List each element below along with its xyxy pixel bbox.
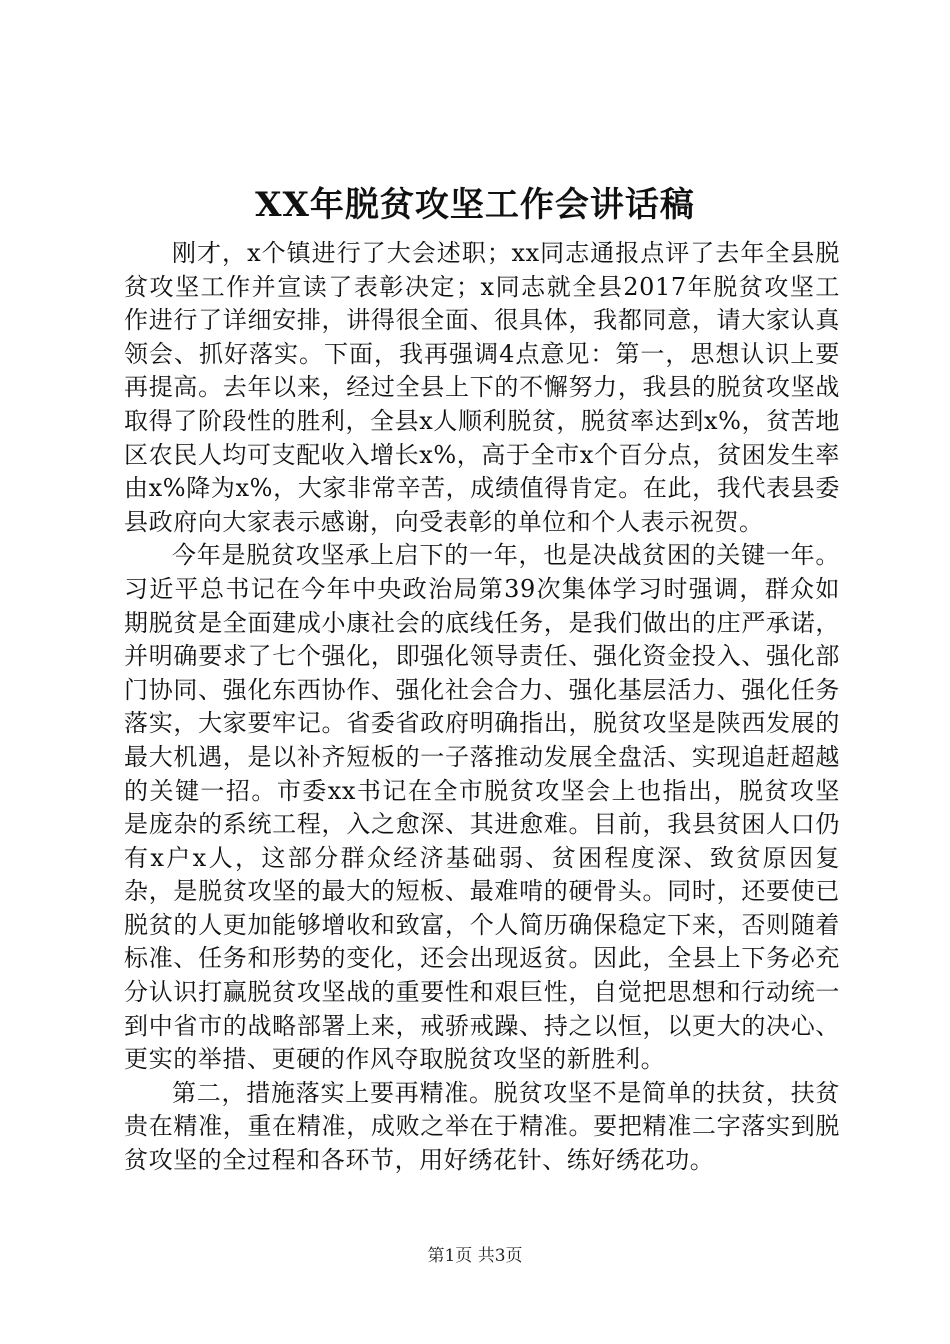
document-title: XX年脱贫攻坚工作会讲话稿 bbox=[255, 185, 695, 225]
page-number-footer: 第1页 共3页 bbox=[427, 1246, 523, 1266]
paragraph-2: 今年是脱贫攻坚承上启下的一年，也是决战贫困的关键一年。习近平总书记在今年中央政治局第39次集体学习时强调，群众如期脱贫是全面建成小康社会的底线任务，是我们做出的庄严承诺，并明确要求了七个强化，即强化领导责任、强化资金投入、强化部门协同、强化东西协作、强化社会合力、强化基层活力、强化任务落实，大家要牢记。省委省政府明确指出，脱贫攻坚是陕西发展的最大机遇，是以补齐短板的一子落推动发展全盘活、实现追赶超越的关键一招。市委xx书记在全市脱贫攻坚会上也指出，脱贫攻坚是庞杂的系统工程，入之愈深、其进愈难。目前，我县贫困人口仍有x户x人，这部分群众经济基础弱、贫困程度深、致贫原因复杂，是脱贫攻坚的最大的短板、最难啃的硬骨头。同时，还要使已脱贫的人更加能够增收和致富，个人简历确保稳定下来，否则随着标准、任务和形势的变化，还会出现返贫。因此，全县上下务必充分认识打赢脱贫攻坚战的重要性和艰巨性，自觉把思想和行动统一到中省市的战略部署上来，戒骄戒躁、持之以恒，以更大的决心、更实的举措、更硬的作风夺取脱贫攻坚的新胜利。 bbox=[124, 541, 840, 1074]
paragraph-1: 刚才，x个镇进行了大会述职；xx同志通报点评了去年全县脱贫攻坚工作并宣读了表彰决定；x同志就全县2017年脱贫攻坚工作进行了详细安排，讲得很全面、很具体，我都同意，请大家认真领会、抓好落实。下面，我再强调4点意见：第一，思想认识上要再提高。去年以来，经过全县上下的不懈努力，我县的脱贫攻坚战取得了阶段性的胜利，全县x人顺利脱贫，脱贫率达到x%，贫苦地区农民人均可支配收入增长x%，高于全市x个百分点，贫困发生率由x%降为x%，大家非常辛苦，成绩值得肯定。在此，我代表县委县政府向大家表示感谢，向受表彰的单位和个人表示祝贺。 bbox=[124, 239, 840, 536]
document-body bbox=[124, 237, 840, 1178]
paragraph-3: 第二，措施落实上要再精准。脱贫攻坚不是简单的扶贫，扶贫贵在精准，重在精准，成败之举在于精准。要把精准二字落实到脱贫攻坚的全过程和各环节，用好绣花针、练好绣花功。 bbox=[124, 1078, 840, 1175]
